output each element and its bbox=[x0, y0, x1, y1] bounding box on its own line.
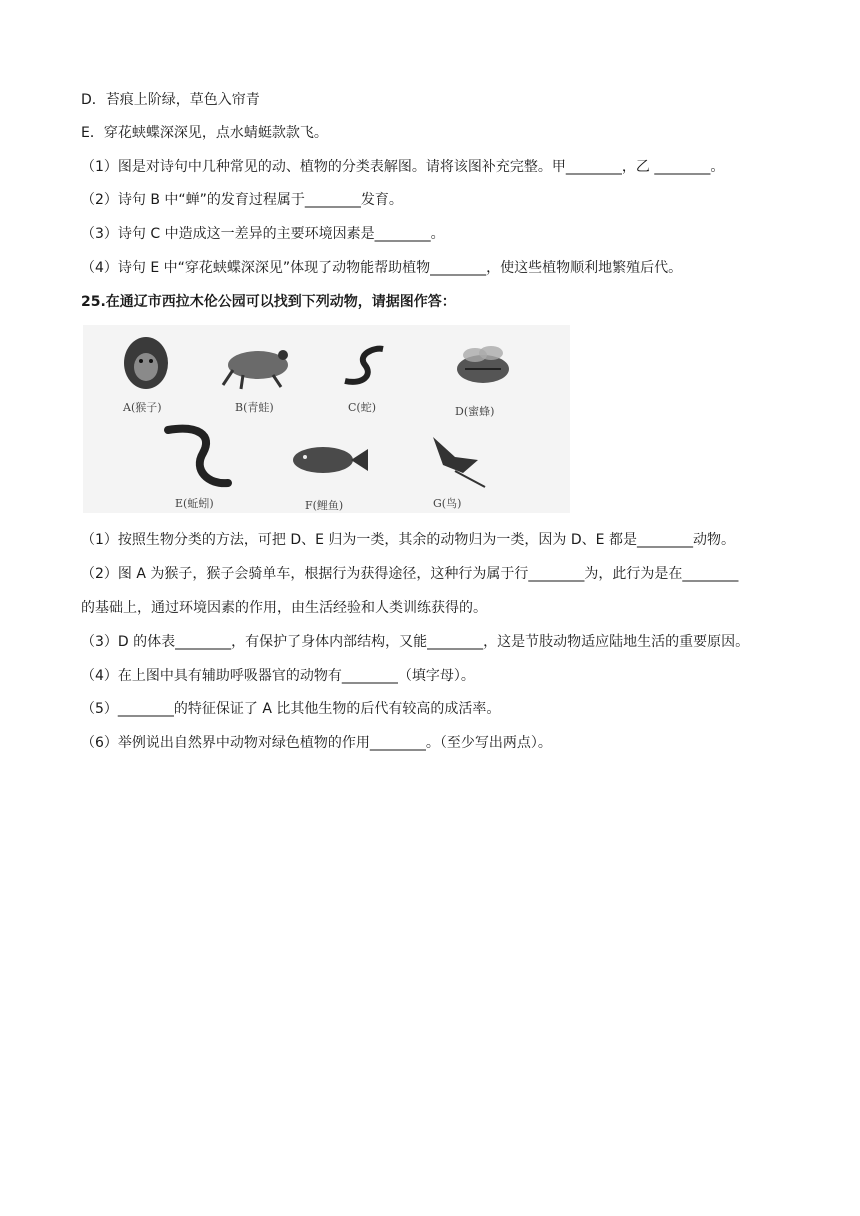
q25-5: （5）________的特征保证了 A 比其他生物的后代有较高的成活率。 bbox=[81, 701, 501, 717]
monkey-illustration bbox=[124, 337, 168, 389]
q25-2: （2）图 A 为猴子，猴子会骑单车，根据行为获得途径，这种行为属于行________为，此行为是在________ bbox=[81, 566, 739, 582]
caption-b: B(青蛙) bbox=[235, 401, 274, 414]
caption-c: C(蛇) bbox=[348, 401, 376, 414]
q25-1: （1）按照生物分类的方法，可把 D、E 归为一类，其余的动物归为一类，因为 D、E 都是________动物。 bbox=[81, 532, 735, 548]
q24-1: （1）图是对诗句中几种常见的动、植物的分类表解图。请将该图补充完整。甲________，乙 ________。 bbox=[81, 159, 725, 175]
q25-4: （4）在上图中具有辅助呼吸器官的动物有________（填字母）。 bbox=[81, 668, 475, 684]
line-e: E．穿花蛱蝶深深见，点水蜻蜓款款飞。 bbox=[81, 125, 328, 141]
animals-figure bbox=[83, 325, 570, 513]
snake-illustration bbox=[345, 349, 383, 382]
q24-2: （2）诗句 B 中“蝉”的发育过程属于________发育。 bbox=[81, 192, 403, 208]
bird-illustration bbox=[433, 437, 485, 487]
frog-illustration bbox=[223, 350, 288, 389]
caption-g: G(鸟) bbox=[433, 497, 462, 510]
caption-d: D(蜜蜂) bbox=[455, 405, 495, 418]
carp-illustration bbox=[293, 447, 368, 473]
earthworm-illustration bbox=[168, 429, 228, 483]
q25-6: （6）举例说出自然界中动物对绿色植物的作用________。（至少写出两点）。 bbox=[81, 735, 552, 751]
bee-illustration bbox=[457, 346, 509, 383]
q24-4: （4）诗句 E 中“穿花蛱蝶深深见”体现了动物能帮助植物________，使这些植物顺利地繁殖后代。 bbox=[81, 260, 683, 276]
caption-f: F(鲤鱼) bbox=[305, 499, 344, 512]
q25-title: 25.在通辽市西拉木伦公园可以找到下列动物，请据图作答： bbox=[81, 294, 456, 310]
q25-3: （3）D 的体表________，有保护了身体内部结构，又能________，这是节肢动物适应陆地生活的重要原因。 bbox=[81, 634, 750, 650]
animals-illustration bbox=[83, 325, 570, 513]
caption-e: E(蚯蚓) bbox=[175, 497, 214, 510]
q25-2-cont: 的基础上，通过环境因素的作用，由生活经验和人类训练获得的。 bbox=[81, 600, 487, 616]
q24-3: （3）诗句 C 中造成这一差异的主要环境因素是________。 bbox=[81, 226, 445, 242]
line-d: D．苔痕上阶绿，草色入帘青 bbox=[81, 92, 260, 108]
caption-a: A(猴子) bbox=[123, 401, 162, 414]
